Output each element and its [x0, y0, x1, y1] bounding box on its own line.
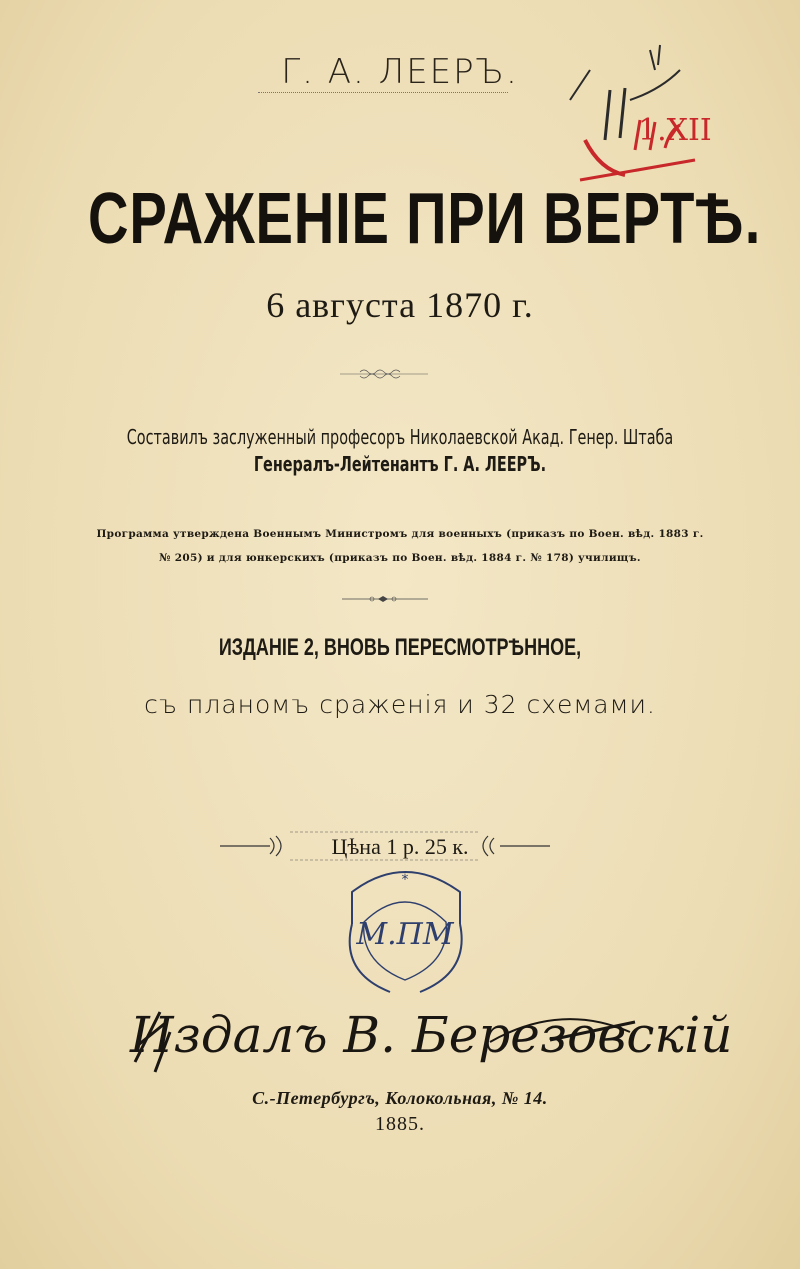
book-title: СРАЖЕНІЕ ПРИ ВЕРТѢ.: [88, 179, 762, 259]
plans-line: съ планомъ сраженія и 32 схемами.: [144, 690, 656, 719]
battle-date: 6 августа 1870 г.: [266, 285, 534, 325]
author-header: Г. А. ЛЕЕРЪ.: [281, 52, 519, 92]
edition-line: ИЗДАНІЕ 2, ВНОВЬ ПЕРЕСМОТРѢННОЕ,: [218, 634, 582, 661]
publication-year: 1885.: [375, 1113, 425, 1135]
program-approval-line-2: № 205) и для юнкерскихъ (приказъ по Воен. вѣд. 1884 г. № 178) училищъ.: [159, 552, 641, 564]
ornament-divider-small: [342, 594, 428, 604]
shelf-mark-text: 1.XII: [638, 113, 712, 148]
signature-text: Издалъ В. Березовскій: [130, 1006, 733, 1064]
program-approval-line-1: Программа утверждена Военнымъ Министромъ для военныхъ (приказъ по Воен. вѣд. 1883 г.: [96, 528, 704, 540]
price-text: Цѣна 1 р. 25 к.: [331, 834, 469, 859]
shelf-mark-annotation: [530, 30, 720, 190]
publisher-signature: [130, 992, 733, 1092]
author-rank-line: Генералъ-Лейтенантъ Г. А. ЛЕЕРЪ.: [253, 452, 547, 476]
compiler-line: Составилъ заслуженный професоръ Николаевской Акад. Генер. Штаба: [126, 425, 674, 449]
ornament-divider: [340, 368, 428, 380]
author-underline: [258, 92, 508, 93]
price-block: [0, 826, 800, 866]
svg-text:*: *: [401, 872, 409, 888]
svg-text:М.ПМ: М.ПМ: [356, 917, 454, 952]
publisher-address: С.-Петербургъ, Колокольная, № 14.: [252, 1088, 548, 1108]
library-stamp: [330, 862, 480, 1012]
